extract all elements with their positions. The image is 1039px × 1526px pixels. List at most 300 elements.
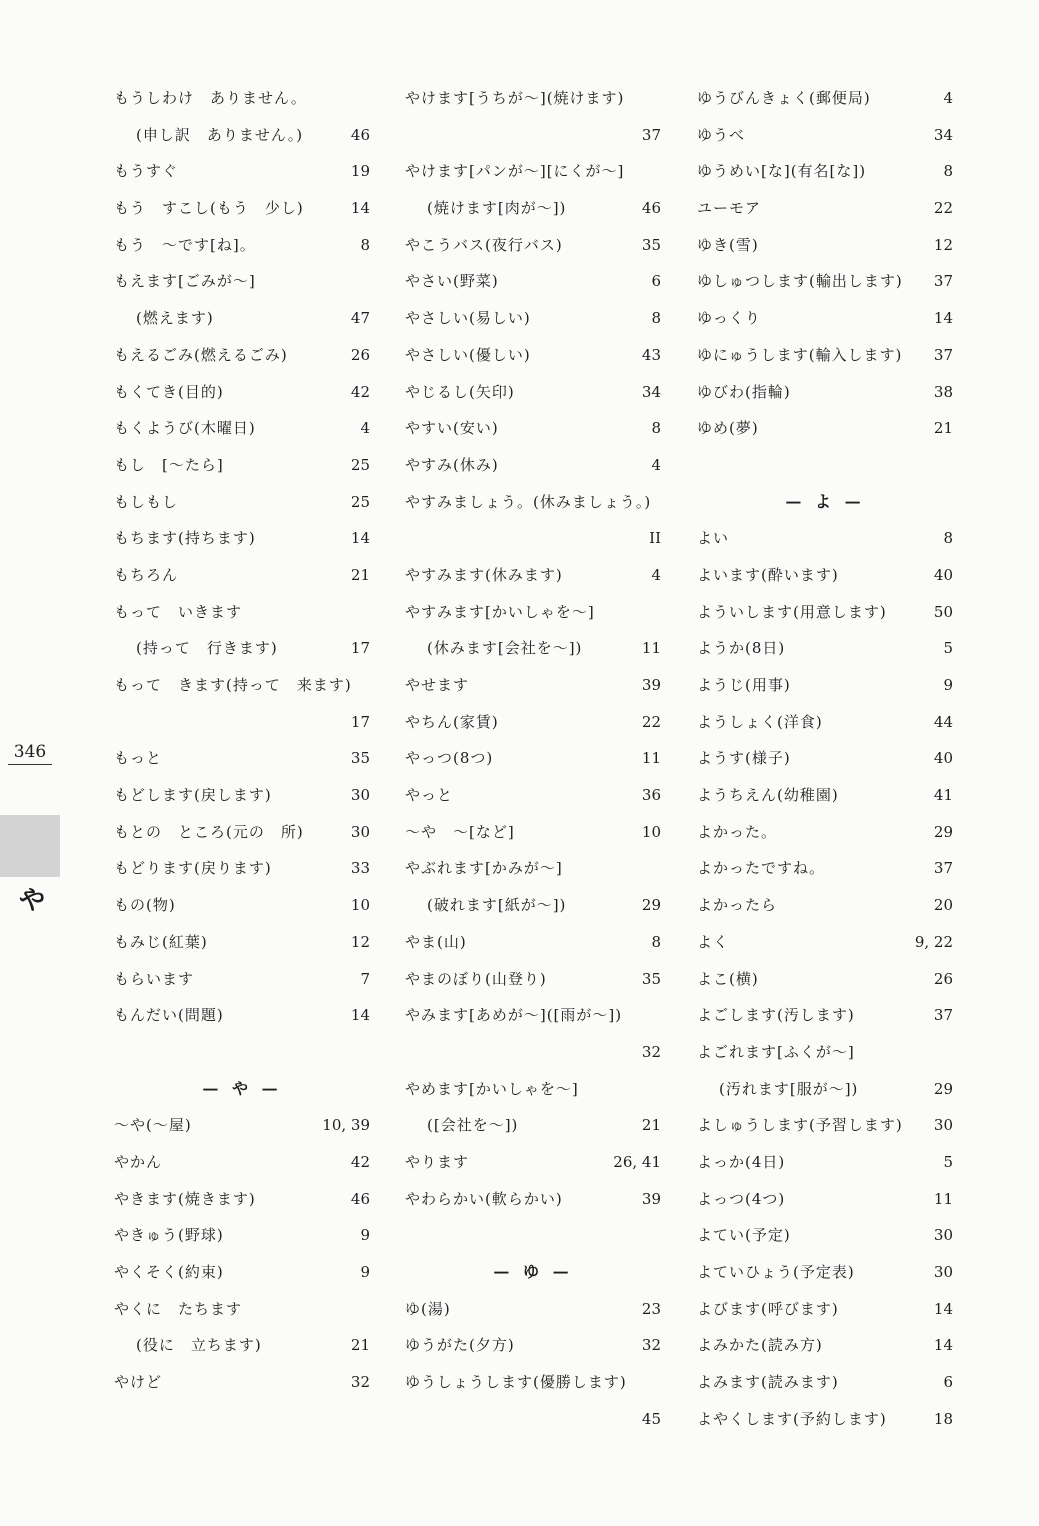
entry-term: よてい(予定) <box>697 1226 791 1245</box>
entry-lesson-number: 23 <box>641 1299 661 1318</box>
index-entry <box>114 190 370 227</box>
entry-lesson-number: 9, 22 <box>914 932 953 951</box>
index-entry <box>697 594 953 631</box>
index-entry <box>405 557 661 594</box>
entry-lesson-number: 14 <box>933 1336 953 1355</box>
entry-lesson-number: 41 <box>933 786 953 805</box>
index-entry <box>405 374 661 411</box>
index-entry <box>114 447 370 484</box>
entry-lesson-number: 7 <box>360 969 370 988</box>
index-entry <box>405 337 661 374</box>
entry-lesson-number: 29 <box>641 896 661 915</box>
entry-lesson-number: 22 <box>641 712 661 731</box>
entry-lesson-number: 21 <box>933 419 953 438</box>
entry-lesson-number: 37 <box>641 125 661 144</box>
index-entry <box>405 1107 661 1144</box>
entry-lesson-number: 6 <box>943 1373 953 1392</box>
entry-lesson-number: 50 <box>933 602 953 621</box>
section-header-text: — や — <box>202 1078 282 1098</box>
entry-lesson-number: 9 <box>360 1226 370 1245</box>
entry-lesson-number: 14 <box>350 1006 370 1025</box>
entry-lesson-number: 42 <box>350 382 370 401</box>
section-tab-label: や <box>18 886 45 916</box>
entry-lesson-number: 20 <box>933 896 953 915</box>
entry-term: もちろん <box>114 565 179 584</box>
entry-term: よっか(4日) <box>697 1152 786 1171</box>
entry-term: やさしい(優しい) <box>405 345 531 364</box>
entry-term: よみかた(読み方) <box>697 1336 823 1355</box>
entry-lesson-number: 12 <box>350 932 370 951</box>
entry-term: ゆうしょうします(優勝します) <box>405 1373 627 1392</box>
entry-term: よみます(読みます) <box>697 1373 839 1392</box>
entry-lesson-number: 30 <box>933 1226 953 1245</box>
entry-term: やすみます[かいしゃを～] <box>405 602 595 621</box>
entry-term: ユーモア <box>697 199 762 218</box>
entry-term: (休みます[会社を～]) <box>427 639 583 658</box>
entry-term: やさい(野菜) <box>405 272 499 291</box>
entry-lesson-number: 4 <box>943 89 953 107</box>
entry-term: (持って 行きます) <box>136 639 278 658</box>
entry-term: ゆうびんきょく(郵便局) <box>697 89 871 107</box>
index-entry <box>405 1034 661 1071</box>
index-entry <box>405 1181 661 1218</box>
index-entry <box>697 961 953 998</box>
index-entry <box>697 263 953 300</box>
entry-lesson-number: 14 <box>933 309 953 328</box>
entry-term: もみじ(紅葉) <box>114 932 208 951</box>
entry-term: もっと <box>114 749 163 768</box>
entry-lesson-number: 14 <box>350 529 370 548</box>
index-entry <box>405 520 661 557</box>
entry-lesson-number: 39 <box>641 1189 661 1208</box>
entry-lesson-number: 26, 41 <box>613 1152 661 1171</box>
entry-lesson-number: 9 <box>943 676 953 694</box>
section-header <box>697 484 953 521</box>
entry-term: ゆしゅつします(輸出します) <box>697 272 903 291</box>
index-entry <box>405 1071 661 1108</box>
entry-term: やわらかい(軟らかい) <box>405 1189 563 1208</box>
entry-term: ゆ(湯) <box>405 1299 451 1318</box>
index-entry <box>114 263 370 300</box>
index-entry <box>697 1364 953 1401</box>
entry-lesson-number: 30 <box>933 1116 953 1135</box>
entry-lesson-number: 17 <box>350 639 370 658</box>
entry-lesson-number: 8 <box>943 162 953 181</box>
entry-term: (焼けます[肉が～]) <box>427 199 567 218</box>
index-entry <box>697 557 953 594</box>
entry-term: もし [～たら] <box>114 455 224 474</box>
entry-term: よく <box>697 932 730 951</box>
index-entry <box>114 1107 370 1144</box>
entry-term: ゆうべ <box>697 125 746 144</box>
entry-term: よごします(汚します) <box>697 1006 855 1025</box>
entry-term: ゆっくり <box>697 309 761 328</box>
index-entry <box>405 447 661 484</box>
index-entry <box>697 1327 953 1364</box>
index-entry <box>697 410 953 447</box>
index-entry <box>405 410 661 447</box>
index-entry <box>114 484 370 521</box>
entry-lesson-number: 4 <box>651 455 661 474</box>
index-entry <box>405 300 661 337</box>
index-entry <box>697 1254 953 1291</box>
entry-term: ゆめ(夢) <box>697 419 759 438</box>
index-entry <box>697 1144 953 1181</box>
entry-lesson-number: 26 <box>933 969 953 988</box>
entry-term: やすい(安い) <box>405 419 499 438</box>
index-entry <box>697 520 953 557</box>
index-entry <box>114 814 370 851</box>
index-entry <box>114 1034 370 1071</box>
entry-term: ようじ(用事) <box>697 676 791 694</box>
entry-lesson-number: 46 <box>350 125 370 144</box>
index-entry <box>114 153 370 190</box>
entry-lesson-number: 25 <box>350 455 370 474</box>
entry-term: ゆうがた(夕方) <box>405 1336 515 1355</box>
entry-term: ([会社を～]) <box>427 1116 519 1135</box>
index-entry <box>697 1107 953 1144</box>
entry-term: よていひょう(予定表) <box>697 1263 855 1281</box>
index-entry <box>405 1364 661 1401</box>
entry-term: (役に 立ちます) <box>136 1336 262 1355</box>
entry-term: よういします(用意します) <box>697 602 887 621</box>
entry-term: もしもし <box>114 492 179 511</box>
entry-term: やじるし(矢印) <box>405 382 515 401</box>
page-number: 346 <box>8 740 52 765</box>
entry-lesson-number: 11 <box>641 639 661 658</box>
index-entry <box>114 374 370 411</box>
index-entry <box>405 704 661 741</box>
index-entry <box>114 667 370 704</box>
entry-term: やちん(家賃) <box>405 712 499 731</box>
entry-lesson-number: 42 <box>350 1152 370 1171</box>
index-entry <box>114 594 370 631</box>
index-entry <box>405 961 661 998</box>
entry-lesson-number: 10 <box>641 822 661 841</box>
entry-term: もんだい(問題) <box>114 1006 224 1025</box>
entry-term: よごれます[ふくが～] <box>697 1042 855 1061</box>
entry-term: もって いきます <box>114 602 243 621</box>
index-entry <box>405 777 661 814</box>
index-entry <box>114 117 370 154</box>
entry-lesson-number: 5 <box>943 639 953 658</box>
entry-lesson-number: 8 <box>651 932 661 951</box>
index-entry <box>405 594 661 631</box>
entry-lesson-number: 11 <box>933 1189 953 1208</box>
index-entry <box>697 740 953 777</box>
entry-lesson-number: 25 <box>350 492 370 511</box>
entry-lesson-number: 22 <box>933 199 953 218</box>
index-entry <box>405 630 661 667</box>
index-entry <box>405 850 661 887</box>
entry-term: もえます[ごみが～] <box>114 272 256 291</box>
entry-lesson-number: 37 <box>933 1006 953 1025</box>
entry-term: もう すこし(もう 少し) <box>114 199 304 218</box>
index-entry <box>114 410 370 447</box>
entry-term: ゆうめい[な](有名[な]) <box>697 162 867 181</box>
entry-term: やせます <box>405 676 470 694</box>
index-entry <box>114 1217 370 1254</box>
index-entry <box>114 997 370 1034</box>
index-entry <box>697 227 953 264</box>
entry-term: やけます[うちが～](焼けます) <box>405 89 625 107</box>
index-entry <box>405 1401 661 1438</box>
index-entry <box>697 887 953 924</box>
entry-lesson-number: 8 <box>943 529 953 548</box>
entry-term: (燃えます) <box>136 309 214 328</box>
entry-lesson-number: 12 <box>933 235 953 254</box>
entry-term: やきゅう(野球) <box>114 1226 224 1245</box>
index-entry <box>114 1144 370 1181</box>
index-entry <box>697 300 953 337</box>
entry-lesson-number: 26 <box>350 345 370 364</box>
section-header-text: — よ — <box>785 491 865 511</box>
entry-lesson-number: 19 <box>350 162 370 181</box>
entry-lesson-number: 32 <box>641 1042 661 1061</box>
index-entry <box>405 484 661 521</box>
index-entry <box>697 1401 953 1438</box>
entry-term: ゆき(雪) <box>697 235 759 254</box>
entry-lesson-number: 35 <box>641 235 661 254</box>
entry-term: やまのぼり(山登り) <box>405 969 547 988</box>
index-entry <box>114 961 370 998</box>
index-entry <box>697 117 953 154</box>
entry-lesson-number: 21 <box>350 565 370 584</box>
index-entry <box>697 1217 953 1254</box>
entry-term: よい <box>697 529 730 548</box>
index-column-3 <box>697 80 953 1437</box>
index-column-1 <box>114 80 370 1401</box>
index-entry <box>697 447 953 484</box>
index-entry <box>114 520 370 557</box>
entry-term: もとの ところ(元の 所) <box>114 822 304 841</box>
entry-lesson-number: 34 <box>641 382 661 401</box>
entry-lesson-number: 5 <box>943 1152 953 1171</box>
entry-lesson-number: 30 <box>350 786 370 805</box>
index-entry <box>697 337 953 374</box>
index-entry <box>405 997 661 1034</box>
index-entry <box>405 1144 661 1181</box>
index-entry <box>405 740 661 777</box>
index-entry <box>405 153 661 190</box>
entry-lesson-number: 34 <box>933 125 953 144</box>
index-entry <box>405 924 661 961</box>
entry-lesson-number: 10, 39 <box>322 1116 370 1135</box>
entry-lesson-number: 14 <box>933 1299 953 1318</box>
entry-lesson-number: II <box>649 529 661 548</box>
entry-term: (破れます[紙が～]) <box>427 896 567 915</box>
entry-term: よかったですね。 <box>697 859 826 878</box>
entry-term: ようす(様子) <box>697 749 791 768</box>
entry-term: もどります(戻ります) <box>114 859 272 878</box>
entry-term: もちます(持ちます) <box>114 529 256 548</box>
entry-lesson-number: 36 <box>641 786 661 805</box>
index-column-2 <box>405 80 661 1437</box>
entry-term: やさしい(易しい) <box>405 309 531 328</box>
entry-term: よいます(酔います) <box>697 565 839 584</box>
entry-lesson-number: 9 <box>360 1263 370 1281</box>
entry-term: ようか(8日) <box>697 639 786 658</box>
entry-term: ゆにゅうします(輸入します) <box>697 345 903 364</box>
index-entry <box>114 630 370 667</box>
entry-lesson-number: 38 <box>933 382 953 401</box>
entry-lesson-number: 37 <box>933 345 953 364</box>
entry-term: やっつ(8つ) <box>405 749 494 768</box>
entry-lesson-number: 8 <box>360 235 370 254</box>
entry-lesson-number: 14 <box>350 199 370 218</box>
entry-term: もくようび(木曜日) <box>114 419 256 438</box>
index-entry <box>405 1291 661 1328</box>
entry-term: やくに たちます <box>114 1299 243 1318</box>
index-entry <box>114 227 370 264</box>
index-entry <box>697 850 953 887</box>
entry-term: やすみましょう。(休みましょう。) <box>405 492 652 511</box>
entry-term: やけど <box>114 1373 163 1392</box>
index-entry <box>114 887 370 924</box>
index-entry <box>405 667 661 704</box>
index-entry <box>114 850 370 887</box>
index-entry <box>405 887 661 924</box>
entry-term: やかん <box>114 1152 163 1171</box>
index-entry <box>697 924 953 961</box>
entry-lesson-number: 29 <box>933 1079 953 1098</box>
index-entry <box>697 190 953 227</box>
entry-lesson-number: 8 <box>651 419 661 438</box>
entry-lesson-number: 21 <box>641 1116 661 1135</box>
index-entry <box>405 117 661 154</box>
entry-lesson-number: 37 <box>933 272 953 291</box>
index-entry <box>697 80 953 117</box>
entry-term: よしゅうします(予習します) <box>697 1116 903 1135</box>
index-entry <box>114 1364 370 1401</box>
entry-lesson-number: 17 <box>350 712 370 731</box>
index-entry <box>405 80 661 117</box>
index-entry <box>697 704 953 741</box>
index-entry <box>114 704 370 741</box>
entry-term: やぶれます[かみが～] <box>405 859 563 878</box>
entry-term: よやくします(予約します) <box>697 1409 887 1428</box>
entry-term: ～や(～屋) <box>114 1116 192 1135</box>
index-entry <box>405 814 661 851</box>
entry-term: ようちえん(幼稚園) <box>697 786 839 805</box>
entry-lesson-number: 43 <box>641 345 661 364</box>
entry-term: もう ～です[ね]。 <box>114 235 256 254</box>
entry-term: もの(物) <box>114 896 176 915</box>
entry-lesson-number: 35 <box>641 969 661 988</box>
entry-lesson-number: 8 <box>651 309 661 328</box>
entry-lesson-number: 40 <box>933 565 953 584</box>
index-entry <box>405 227 661 264</box>
entry-term: よかった。 <box>697 822 778 841</box>
entry-term: やめます[かいしゃを～] <box>405 1079 579 1098</box>
entry-lesson-number: 6 <box>651 272 661 291</box>
entry-lesson-number: 30 <box>933 1263 953 1281</box>
index-entry <box>697 814 953 851</box>
entry-term: やみます[あめが～]([雨が～]) <box>405 1006 623 1025</box>
entry-term: やま(山) <box>405 932 467 951</box>
entry-term: もえるごみ(燃えるごみ) <box>114 345 288 364</box>
entry-term: やすみ(休み) <box>405 455 499 474</box>
entry-term: もって きます(持って 来ます) <box>114 676 352 694</box>
entry-lesson-number: 33 <box>350 859 370 878</box>
entry-term: よびます(呼びます) <box>697 1299 839 1318</box>
section-header <box>114 1071 370 1108</box>
entry-term: ～や ～[など] <box>405 822 515 841</box>
section-header-text: — ゆ — <box>493 1262 573 1281</box>
entry-term: (汚れます[服が～]) <box>719 1079 859 1098</box>
entry-term: やきます(焼きます) <box>114 1189 256 1208</box>
index-entry <box>114 740 370 777</box>
entry-lesson-number: 40 <box>933 749 953 768</box>
entry-term: やっと <box>405 786 454 805</box>
index-entry <box>114 1291 370 1328</box>
index-entry <box>114 1181 370 1218</box>
index-entry <box>697 1034 953 1071</box>
entry-lesson-number: 18 <box>933 1409 953 1428</box>
entry-term: ゆびわ(指輪) <box>697 382 791 401</box>
section-header <box>405 1254 661 1291</box>
entry-lesson-number: 37 <box>933 859 953 878</box>
entry-lesson-number: 46 <box>641 199 661 218</box>
entry-lesson-number: 47 <box>350 309 370 328</box>
entry-term: やこうバス(夜行バス) <box>405 235 563 254</box>
section-tab-background <box>0 815 60 877</box>
index-entry <box>697 1181 953 1218</box>
entry-lesson-number: 35 <box>350 749 370 768</box>
entry-lesson-number: 46 <box>350 1189 370 1208</box>
index-entry <box>697 997 953 1034</box>
entry-lesson-number: 29 <box>933 822 953 841</box>
entry-term: やすみます(休みます) <box>405 565 563 584</box>
entry-term: (申し訳 ありません。) <box>136 125 304 144</box>
entry-term: ようしょく(洋食) <box>697 712 823 731</box>
entry-term: よかったら <box>697 896 778 915</box>
entry-lesson-number: 4 <box>651 565 661 584</box>
entry-lesson-number: 21 <box>350 1336 370 1355</box>
index-entry <box>697 1071 953 1108</box>
index-entry <box>405 1327 661 1364</box>
entry-lesson-number: 4 <box>360 419 370 438</box>
entry-term: もうしわけ ありません。 <box>114 89 307 107</box>
index-entry <box>697 630 953 667</box>
index-entry <box>114 1254 370 1291</box>
entry-term: やけます[パンが～][にくが～] <box>405 162 625 181</box>
entry-term: もらいます <box>114 969 195 988</box>
index-entry <box>697 777 953 814</box>
entry-term: やくそく(約束) <box>114 1263 224 1281</box>
entry-lesson-number: 11 <box>641 749 661 768</box>
entry-lesson-number: 39 <box>641 676 661 694</box>
index-entry <box>114 80 370 117</box>
index-entry <box>697 1291 953 1328</box>
index-entry <box>114 557 370 594</box>
index-entry <box>114 1327 370 1364</box>
entry-lesson-number: 44 <box>933 712 953 731</box>
index-entry <box>697 153 953 190</box>
entry-term: よっつ(4つ) <box>697 1189 786 1208</box>
entry-lesson-number: 45 <box>641 1409 661 1428</box>
entry-term: もうすぐ <box>114 162 179 181</box>
entry-lesson-number: 30 <box>350 822 370 841</box>
index-entry <box>405 1217 661 1254</box>
entry-term: やります <box>405 1152 470 1171</box>
entry-lesson-number: 32 <box>641 1336 661 1355</box>
index-entry <box>697 667 953 704</box>
index-entry <box>114 777 370 814</box>
index-entry <box>405 190 661 227</box>
entry-term: よこ(横) <box>697 969 759 988</box>
entry-term: もどします(戻します) <box>114 786 272 805</box>
